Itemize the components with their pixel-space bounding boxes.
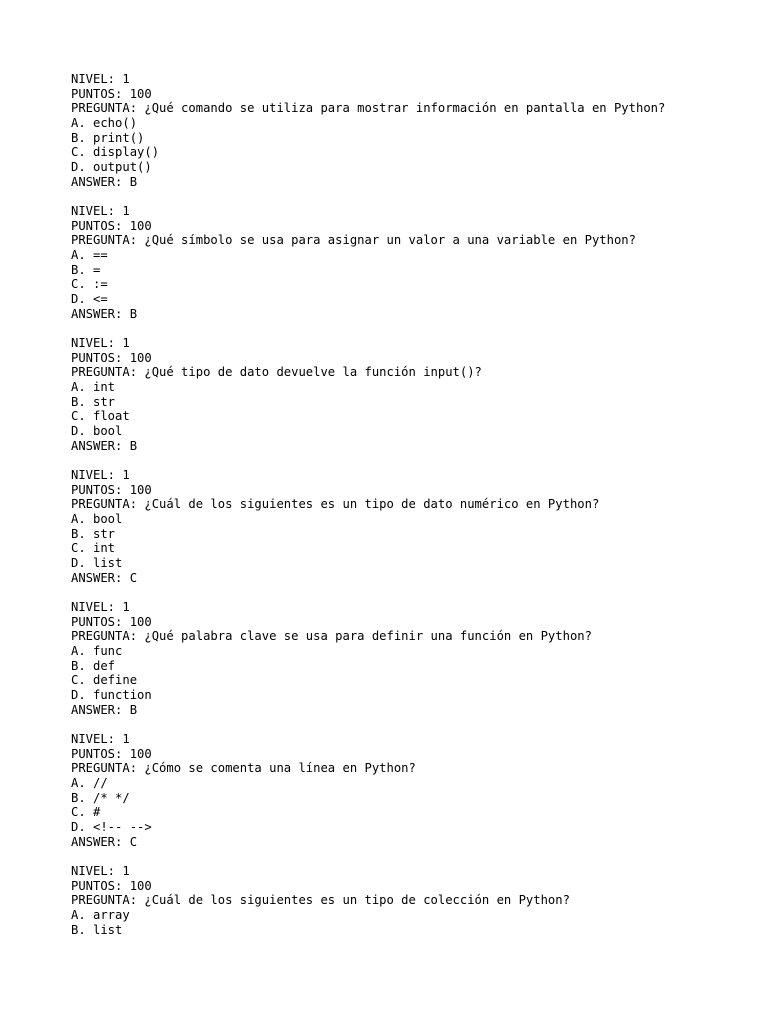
- option-line: A. echo(): [71, 116, 138, 131]
- question-block: [71, 336, 665, 454]
- level-line: NIVEL: 1: [71, 600, 130, 614]
- option-line: C. #: [71, 805, 101, 820]
- option-line: A. int: [71, 380, 116, 395]
- option-line: B. =: [71, 262, 101, 277]
- level-line: NIVEL: 1: [71, 72, 130, 86]
- level-line: NIVEL: 1: [71, 864, 130, 878]
- option-line: D. <!-- -->: [71, 820, 152, 835]
- option-line: B. def: [71, 658, 116, 673]
- option-line: A. array: [71, 908, 130, 923]
- level-line: NIVEL: 1: [71, 204, 130, 218]
- question-line: PREGUNTA: ¿Cómo se comenta una línea en Python?: [71, 761, 416, 776]
- option-line: B. str: [71, 526, 116, 541]
- answer-line: ANSWER: B: [71, 438, 138, 453]
- points-line: PUNTOS: 100: [71, 350, 152, 365]
- level-line: NIVEL: 1: [71, 468, 130, 482]
- points-line: PUNTOS: 100: [71, 878, 152, 893]
- option-line: D. <=: [71, 292, 108, 307]
- question-line: PREGUNTA: ¿Qué palabra clave se usa para definir una función en Python?: [71, 629, 592, 644]
- quiz-document: [71, 72, 665, 952]
- question-block: [71, 600, 665, 718]
- option-line: D. function: [71, 688, 152, 703]
- option-line: D. list: [71, 556, 123, 571]
- answer-line: ANSWER: B: [71, 306, 138, 321]
- option-line: C. display(): [71, 145, 160, 160]
- question-block: [71, 864, 665, 937]
- question-line: PREGUNTA: ¿Qué comando se utiliza para mostrar información en pantalla en Python?: [71, 101, 666, 116]
- question-block: [71, 72, 665, 190]
- option-line: B. str: [71, 394, 116, 409]
- points-line: PUNTOS: 100: [71, 614, 152, 629]
- option-line: B. print(): [71, 130, 145, 145]
- option-line: C. int: [71, 541, 116, 556]
- question-line: PREGUNTA: ¿Qué símbolo se usa para asignar un valor a una variable en Python?: [71, 233, 636, 248]
- question-block: [71, 468, 665, 586]
- level-line: NIVEL: 1: [71, 732, 130, 746]
- answer-line: ANSWER: C: [71, 570, 138, 585]
- answer-line: ANSWER: C: [71, 834, 138, 849]
- question-block: [71, 204, 665, 322]
- option-line: B. list: [71, 922, 123, 937]
- option-line: C. float: [71, 409, 130, 424]
- question-block: [71, 732, 665, 850]
- option-line: D. bool: [71, 424, 123, 439]
- question-line: PREGUNTA: ¿Cuál de los siguientes es un tipo de dato numérico en Python?: [71, 497, 600, 512]
- option-line: A. bool: [71, 512, 123, 527]
- option-line: A. ==: [71, 248, 108, 263]
- option-line: C. define: [71, 673, 138, 688]
- option-line: D. output(): [71, 160, 152, 175]
- option-line: A. func: [71, 644, 123, 659]
- level-line: NIVEL: 1: [71, 336, 130, 350]
- question-line: PREGUNTA: ¿Cuál de los siguientes es un tipo de colección en Python?: [71, 893, 570, 908]
- points-line: PUNTOS: 100: [71, 746, 152, 761]
- option-line: C. :=: [71, 277, 108, 292]
- answer-line: ANSWER: B: [71, 174, 138, 189]
- points-line: PUNTOS: 100: [71, 218, 152, 233]
- points-line: PUNTOS: 100: [71, 86, 152, 101]
- question-line: PREGUNTA: ¿Qué tipo de dato devuelve la función input()?: [71, 365, 482, 380]
- answer-line: ANSWER: B: [71, 702, 138, 717]
- points-line: PUNTOS: 100: [71, 482, 152, 497]
- option-line: B. /* */: [71, 790, 130, 805]
- option-line: A. //: [71, 776, 108, 791]
